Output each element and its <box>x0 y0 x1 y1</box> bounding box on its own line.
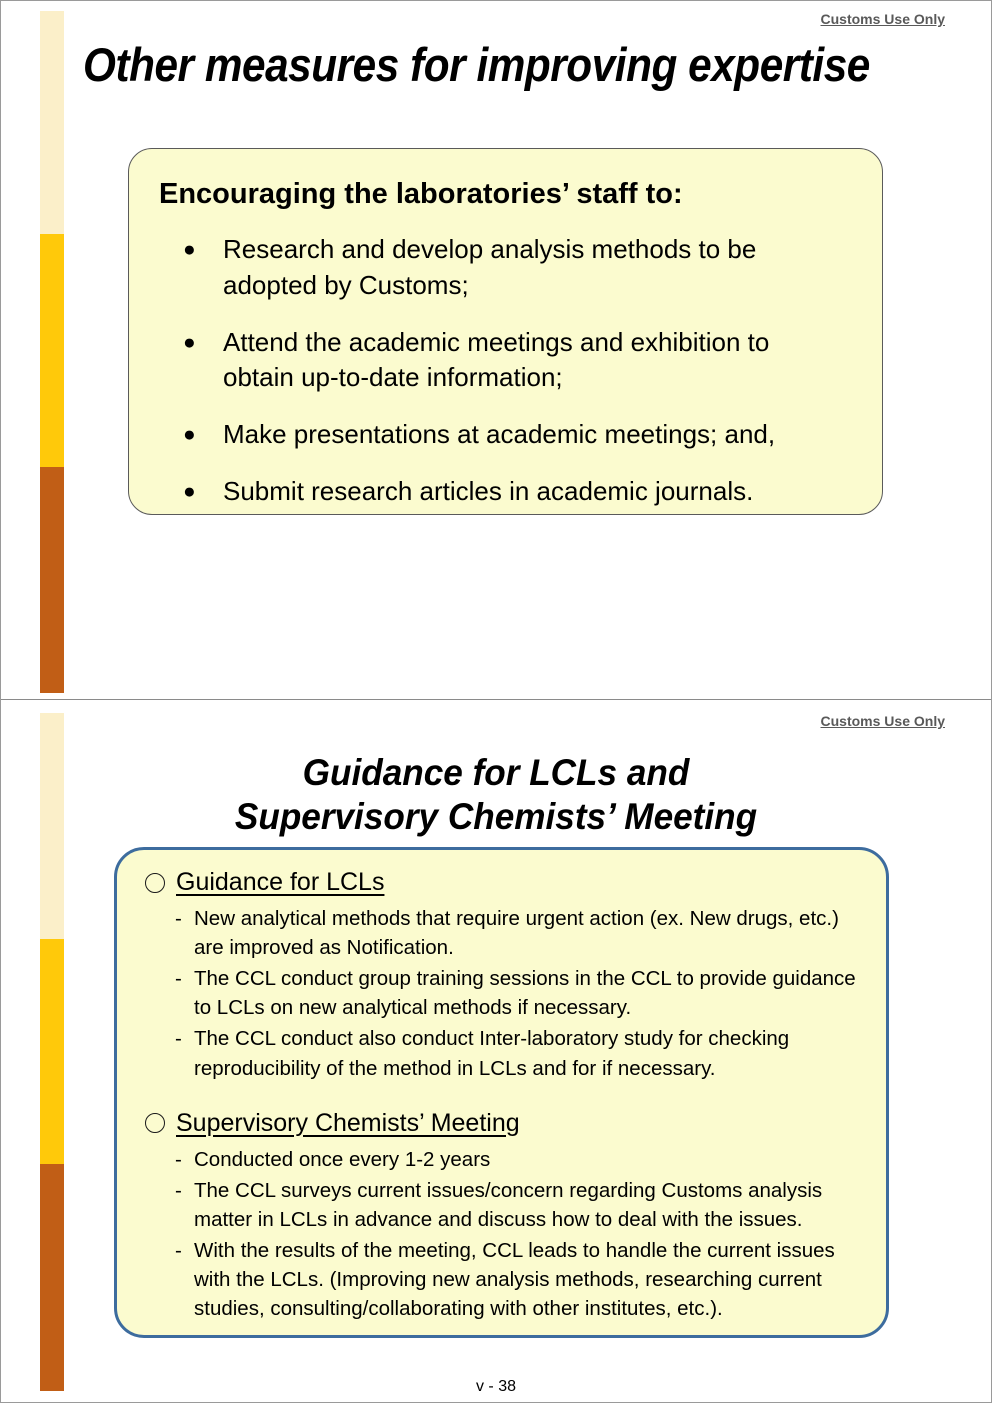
slide-title: Other measures for improving expertise <box>83 38 870 91</box>
list-item <box>175 964 862 1022</box>
list-item <box>175 1024 862 1082</box>
circle-icon <box>145 1113 165 1133</box>
bullet-icon: ● <box>183 480 196 504</box>
dash-marker: - <box>175 967 182 991</box>
section-heading-meeting <box>145 1109 862 1138</box>
list-item <box>175 1176 862 1234</box>
bullet-text: Research and develop analysis methods to be adopted by Customs; <box>223 233 757 300</box>
list-item-text: With the results of the meeting, CCL leads to handle the current issues with the LCLs. (Improving new analysis methods, researching current studies, consulting/collaborating with other institutes, etc.). <box>194 1238 835 1321</box>
list-item-text: The CCL conduct group training sessions in the CCL to provide guidance to LCLs on new analytical methods if necessary. <box>194 967 856 1020</box>
accent-bar-orange <box>40 467 64 693</box>
list-item <box>175 1236 862 1323</box>
dash-marker: - <box>175 907 182 930</box>
list-item-text: The CCL surveys current issues/concern regarding Customs analysis matter in LCLs in advance and discuss how to deal with the issues. <box>194 1178 823 1231</box>
bullet-item <box>183 474 846 510</box>
bullet-icon: ● <box>183 423 196 447</box>
section-heading-guidance <box>145 868 862 897</box>
slide-2 <box>1 701 991 1403</box>
slide-title <box>26 751 967 840</box>
bullet-icon: ● <box>183 237 196 261</box>
content-box <box>128 148 883 515</box>
content-box <box>114 847 889 1338</box>
slide-1 <box>1 1 991 700</box>
accent-bar-cream <box>40 11 64 234</box>
bullet-text: Attend the academic meetings and exhibition to obtain up-to-date information; <box>223 326 770 393</box>
list-item <box>175 1145 862 1174</box>
accent-bar-gold <box>40 234 64 467</box>
section-title: Guidance for LCLs <box>176 868 385 896</box>
slide-title-line2: Supervisory Chemists’ Meeting <box>234 796 758 838</box>
bullet-text: Submit research articles in academic journals. <box>223 476 754 507</box>
circle-icon <box>145 873 165 893</box>
accent-bar-gold <box>40 939 64 1164</box>
section-title: Supervisory Chemists’ Meeting <box>176 1108 520 1137</box>
bullet-text: Make presentations at academic meetings; and, <box>223 419 776 450</box>
dash-marker: - <box>175 1147 182 1171</box>
accent-bar-orange <box>40 1164 64 1391</box>
watermark-customs-use-only: Customs Use Only <box>820 11 945 27</box>
dash-marker: - <box>175 1027 182 1051</box>
bullet-item <box>183 417 846 453</box>
bullet-icon: ● <box>183 330 196 354</box>
list-item-text: The CCL conduct also conduct Inter-laboratory study for checking reproducibility of the method in LCLs and for if necessary. <box>194 1027 790 1080</box>
slide-title-line1: Guidance for LCLs and <box>302 752 690 793</box>
bullet-item <box>183 232 846 304</box>
watermark-customs-use-only: Customs Use Only <box>820 713 945 729</box>
list-item-text: Conducted once every 1-2 years <box>194 1147 491 1171</box>
list-item <box>175 904 862 962</box>
bullet-item <box>183 325 846 397</box>
dash-marker: - <box>175 1238 182 1262</box>
box-heading: Encouraging the laboratories’ staff to: <box>159 178 683 210</box>
dash-marker: - <box>175 1178 182 1202</box>
list-item-text: New analytical methods that require urgent action (ex. New drugs, etc.) are improved as Notification. <box>194 907 839 960</box>
page-number: v - 38 <box>475 1378 516 1395</box>
